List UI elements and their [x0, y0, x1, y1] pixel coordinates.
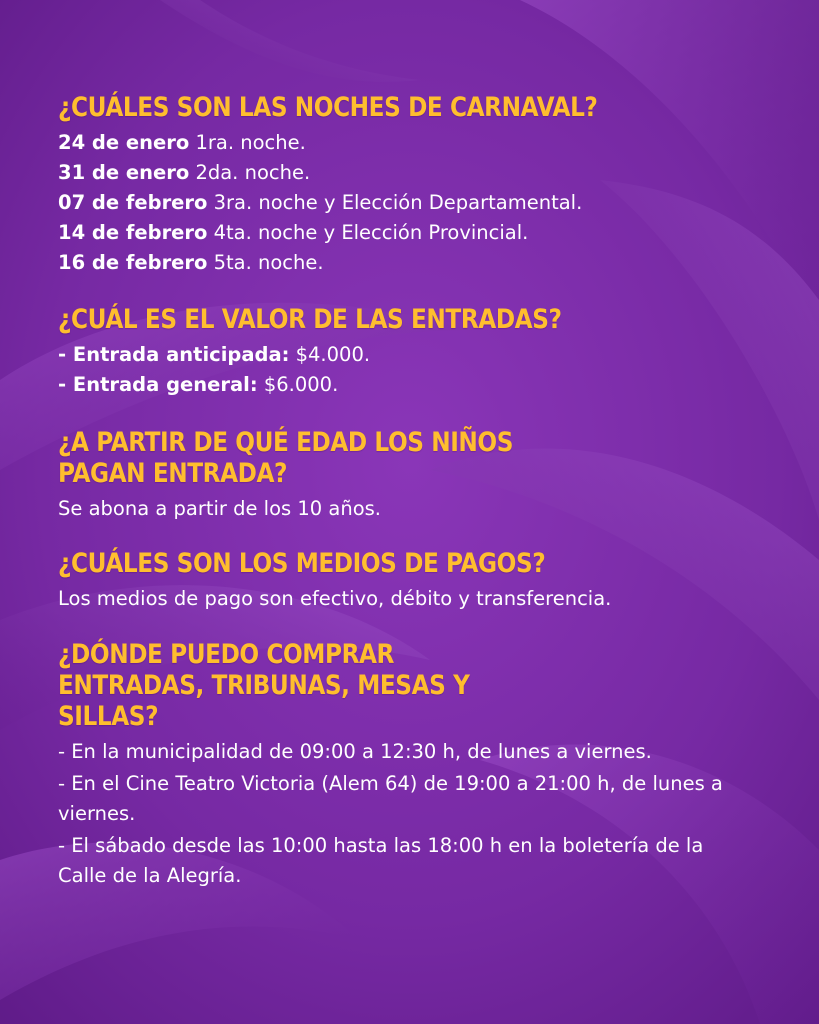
section-heading: ¿CUÁL ES EL VALOR DE LAS ENTRADAS?: [58, 304, 562, 335]
faq-section-nights: [58, 92, 788, 278]
line-text: Se abona a partir de los 10 años.: [58, 497, 381, 520]
faq-section-prices: [58, 304, 788, 400]
list-item: [58, 188, 788, 218]
list-item: [58, 494, 788, 524]
price-value: $6.000.: [257, 373, 339, 396]
faq-section-children-age: [58, 427, 788, 524]
list-item: [58, 769, 738, 829]
line-text: 5ta. noche.: [207, 251, 324, 274]
date-label: 16 de febrero: [58, 251, 208, 274]
list-item: [58, 370, 788, 400]
line-text: 3ra. noche y Elección Departamental.: [207, 191, 583, 214]
list-item: [58, 737, 738, 767]
price-label: - Entrada anticipada:: [58, 343, 290, 366]
list-item: [58, 218, 788, 248]
section-lines: [58, 494, 788, 524]
line-text: - El sábado desde las 10:00 hasta las 18:00 h en la boletería de la Calle de la Alegría.: [58, 834, 704, 887]
line-text: - En la municipalidad de 09:00 a 12:30 h, de lunes a viernes.: [58, 740, 652, 763]
date-label: 31 de enero: [58, 161, 190, 184]
faq-content: [58, 92, 788, 893]
line-text: Los medios de pago son efectivo, débito y transferencia.: [58, 587, 612, 610]
faq-section-where-to-buy: [58, 639, 788, 891]
section-lines: [58, 128, 788, 278]
line-text: - En el Cine Teatro Victoria (Alem 64) de 19:00 a 21:00 h, de lunes a viernes.: [58, 772, 723, 825]
section-heading: ¿CUÁLES SON LAS NOCHES DE CARNAVAL?: [58, 92, 598, 123]
section-lines: [58, 340, 788, 400]
section-heading: ¿DÓNDE PUEDO COMPRAR ENTRADAS, TRIBUNAS, MESAS Y SILLAS?: [58, 639, 470, 732]
list-item: [58, 248, 788, 278]
line-text: 1ra. noche.: [189, 131, 306, 154]
faq-section-payment: [58, 548, 788, 614]
line-text: 2da. noche.: [189, 161, 311, 184]
price-value: $4.000.: [289, 343, 371, 366]
list-item: [58, 340, 788, 370]
list-item: [58, 584, 788, 614]
date-label: 24 de enero: [58, 131, 190, 154]
date-label: 14 de febrero: [58, 221, 208, 244]
section-lines: [58, 737, 788, 891]
section-heading: ¿CUÁLES SON LOS MEDIOS DE PAGOS?: [58, 548, 546, 579]
section-lines: [58, 584, 788, 614]
line-text: 4ta. noche y Elección Provincial.: [207, 221, 529, 244]
date-label: 07 de febrero: [58, 191, 208, 214]
list-item: [58, 128, 788, 158]
list-item: [58, 158, 788, 188]
price-label: - Entrada general:: [58, 373, 258, 396]
section-heading: ¿A PARTIR DE QUÉ EDAD LOS NIÑOS PAGAN ENTRADA?: [58, 427, 514, 489]
list-item: [58, 831, 738, 891]
